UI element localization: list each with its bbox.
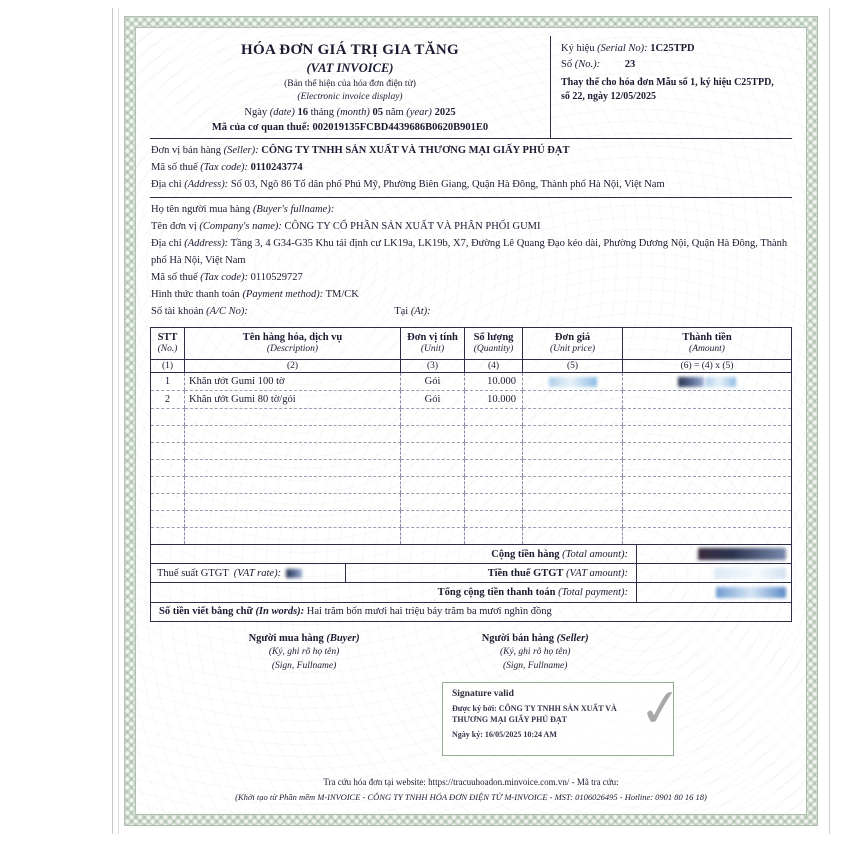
month-word-en: (month) [336,107,370,118]
index-4: (4) [465,360,523,373]
buyer-fullname-label-vi: Họ tên người mua hàng [151,204,251,215]
date-month: 05 [372,107,383,118]
buyer-signature-title [150,631,458,646]
account-row [151,303,791,320]
buyer-company-label-en: (Company's name): [199,221,282,232]
account-label-en: (A/C No): [206,306,248,317]
item-2-description: Khăn ướt Gumi 80 tờ/gói [185,391,401,409]
total-payment-label [151,585,636,600]
seller-name-line [151,142,791,159]
item-2-unit-price [523,391,623,409]
vat-rate-cell [151,564,346,582]
buyer-company-line [151,218,791,235]
date-day: 16 [297,107,308,118]
invoice-title: HÓA ĐƠN GIÁ TRỊ GIA TĂNG [241,42,459,58]
seller-sign-note-en: (Sign, Fullname) [503,660,568,671]
display-note-en: (Electronic invoice display) [297,92,403,102]
tax-authority-code: 002019135FCBD4439686B0620B901E0 [312,122,489,133]
buyer-address-label-vi: Địa chỉ [151,238,182,249]
signed-date-line: Ngày ký: 16/05/2025 10:24 AM [452,730,557,740]
at-label-en: (At): [410,306,431,317]
tax-authority-label: Mã của cơ quan thuế: [211,122,310,133]
invoice-header [150,36,792,139]
tax-authority-code-line [150,122,550,133]
empty-row [151,494,792,511]
empty-row [151,409,792,426]
payment-method-value: TM/CK [325,289,359,300]
payment-label-vi: Hình thức thanh toán [151,289,240,300]
item-1-stt: 1 [151,373,185,391]
vat-amount-label [346,566,636,581]
serial-label-vi: Ký hiệu [561,43,595,54]
signature-valid-text: Signature valid [452,688,514,699]
total-amount-label-en: (Total amount): [562,548,628,560]
number-label-en: (No.): [574,59,601,71]
index-3: (3) [401,360,465,373]
vat-row [151,564,791,583]
index-5: (5) [523,360,623,373]
lookup-website-line: Tra cứu hóa đơn tại website: https://tracuuhoadon.minvoice.com.vn/ - Mã tra cứu: [323,777,619,787]
items-header-row [151,328,792,360]
buyer-title-vi: Người mua hàng [248,633,324,644]
signature-section [150,631,792,674]
payment-method-line [151,286,791,303]
buyer-address-line [151,235,791,269]
buyer-address-label-en: (Address): [184,238,229,249]
seller-label-vi: Đơn vị bán hàng [151,145,221,156]
amount-in-words-row [150,603,792,622]
empty-row [151,511,792,528]
seller-address-label-vi: Địa chỉ [151,179,182,190]
buyer-address: Tầng 3, 4 G34-G35 Khu tái định cư LK19a, LK19b, X7, Đường Lê Quang Đạo kéo dài, Phường Dương Nội, Quận Hà Đông, Thành phố Hà Nội, Việt Nam [151,238,788,266]
buyer-tax-label-en: (Tax code): [200,272,249,283]
item-1-amount [623,373,792,391]
account-at-label [394,303,430,320]
in-words-text: Hai trăm bốn mươi hai triệu bảy trăm ba mươi nghìn đồng [306,606,552,617]
seller-taxcode-line [151,159,791,176]
col-header-stt: STT (No.) [151,328,185,360]
item-row-1 [151,373,792,391]
payment-label-en: (Payment method): [242,289,324,300]
redacted-value [549,377,597,387]
items-table [150,327,792,545]
buyer-taxcode-line [151,269,791,286]
software-info-line: (Khởi tạo từ Phần mềm M-INVOICE - CÔNG TY TNHH HÓA ĐƠN ĐIỆN TỬ M-INVOICE - MST: 0106026495 - Hotline: 0901 80 16 18) [235,792,707,802]
account-label-vi: Số tài khoản [151,306,204,317]
in-words-label-vi: Số tiền viết bằng chữ [159,606,253,617]
item-2-amount [623,391,792,409]
year-word: năm [385,107,404,118]
month-word: tháng [310,107,334,118]
replacement-note: Thay thế cho hóa đơn Mẫu số 1, ký hiệu C25TPD, số 22, ngày 12/05/2025 [561,76,774,103]
item-1-unit: Gói [401,373,465,391]
item-1-description: Khăn ướt Gumi 100 tờ [185,373,401,391]
item-2-unit: Gói [401,391,465,409]
year-word-en: (year) [406,107,432,118]
invoice-body [135,27,807,815]
buyer-signature-block [150,631,458,674]
invoice-subtitle: (VAT INVOICE) [306,61,394,75]
decorative-border-frame [124,16,818,826]
number-label-vi: Số [561,59,573,71]
col-header-description: Tên hàng hóa, dịch vụ (Description) [185,328,401,360]
redacted-value [714,568,786,579]
item-1-quantity: 10.000 [465,373,523,391]
redacted-value [698,548,786,560]
seller-signature-title [458,631,612,646]
index-6: (6) = (4) x (5) [623,360,792,373]
in-words-label-en: (In words): [255,606,305,617]
col-header-unit-price: Đơn giá (Unit price) [523,328,623,360]
redacted-value [716,587,786,598]
header-title-block [150,36,550,138]
buyer-tax-code: 0110529727 [250,272,303,283]
empty-row [151,426,792,443]
redacted-value [678,377,704,387]
digital-signature-stamp [442,676,687,756]
total-amount-value [636,545,791,563]
empty-row [151,443,792,460]
buyer-tax-label-vi: Mã số thuế [151,272,198,283]
display-note-vi: (Bản thể hiện của hóa đơn điện tử) [284,79,416,89]
account-number-label [151,303,394,320]
total-amount-label [151,547,636,562]
buyer-fullname-line [151,201,791,218]
total-amount-label-vi: Cộng tiền hàng [491,548,560,560]
seller-tax-label-vi: Mã số thuế [151,162,198,173]
buyer-sign-note-en: (Sign, Fullname) [271,660,337,671]
date-word: Ngày [244,107,268,118]
invoice-footer [150,777,792,806]
invoice-number-value: 23 [624,59,636,71]
seller-signature-block [458,631,612,674]
seller-tax-label-en: (Tax code): [200,162,249,173]
empty-row [151,477,792,494]
seller-name: CÔNG TY TNHH SẢN XUẤT VÀ THƯƠNG MẠI GIẤY PHÚ ĐẠT [261,145,570,156]
vat-amount-value [636,564,791,582]
vat-rate-label-en: (VAT rate): [233,567,282,579]
total-amount-row [151,545,791,564]
item-2-stt: 2 [151,391,185,409]
column-index-row [151,360,792,373]
seller-label-en: (Seller): [223,145,259,156]
buyer-company-name: CÔNG TY CỔ PHẦN SẢN XUẤT VÀ PHÂN PHỐI GUMI [284,221,541,232]
seller-section [150,139,792,198]
total-payment-label-en: (Total payment): [558,587,628,598]
total-payment-value [636,583,791,602]
signed-by-line: Được ký bởi: CÔNG TY TNHH SẢN XUẤT VÀ THƯƠNG MẠI GIẤY PHÚ ĐẠT [452,703,617,724]
col-header-amount: Thành tiền (Amount) [623,328,792,360]
seller-title-en: (Seller) [556,633,589,644]
checkmark-icon: ✓ [636,676,687,741]
seller-tax-code: 0110243774 [250,162,303,173]
total-payment-label-vi: Tổng cộng tiền thanh toán [437,587,556,598]
redacted-value [286,569,302,578]
seller-address-line [151,176,791,193]
vat-amount-label-vi: Tiền thuế GTGT [487,567,564,579]
seller-title-vi: Người bán hàng [481,633,554,644]
item-2-quantity: 10.000 [465,391,523,409]
seller-sign-note-vi: (Ký, ghi rõ họ tên) [499,647,571,658]
buyer-sign-note-vi: (Ký, ghi rõ họ tên) [268,647,340,658]
buyer-title-en: (Buyer) [326,633,360,644]
date-word-en: (date) [269,107,295,118]
redacted-value [706,377,736,387]
vat-amount-label-en: (VAT amount): [566,567,628,579]
serial-line [561,41,784,57]
vat-rate-label-vi: Thuế suất GTGT [157,567,229,579]
invoice-date-line [150,107,550,118]
serial-label-en: (Serial No): [597,43,648,54]
seller-address: Số 03, Ngõ 86 Tổ dân phố Phú Mỹ, Phường Biên Giang, Quận Hà Đông, Thành phố Hà Nội, Việt Nam [230,179,665,190]
serial-number-box [550,36,792,138]
index-2: (2) [185,360,401,373]
item-1-unit-price [523,373,623,391]
empty-row [151,460,792,477]
buyer-company-label-vi: Tên đơn vị [151,221,197,232]
total-payment-row [151,583,791,602]
col-header-quantity: Số lượng (Quantity) [465,328,523,360]
invoice-sheet [112,8,830,834]
index-1: (1) [151,360,185,373]
buyer-section [150,198,792,324]
seller-address-label-en: (Address): [184,179,229,190]
at-label-vi: Tại [394,306,409,317]
col-header-unit: Đơn vị tính (Unit) [401,328,465,360]
totals-section [150,545,792,603]
date-year: 2025 [434,107,456,118]
invoice-number-line [561,57,784,73]
serial-value: 1C25TPD [650,43,695,54]
buyer-fullname-label-en: (Buyer's fullname): [252,204,335,215]
item-row-2 [151,391,792,409]
empty-row [151,528,792,545]
